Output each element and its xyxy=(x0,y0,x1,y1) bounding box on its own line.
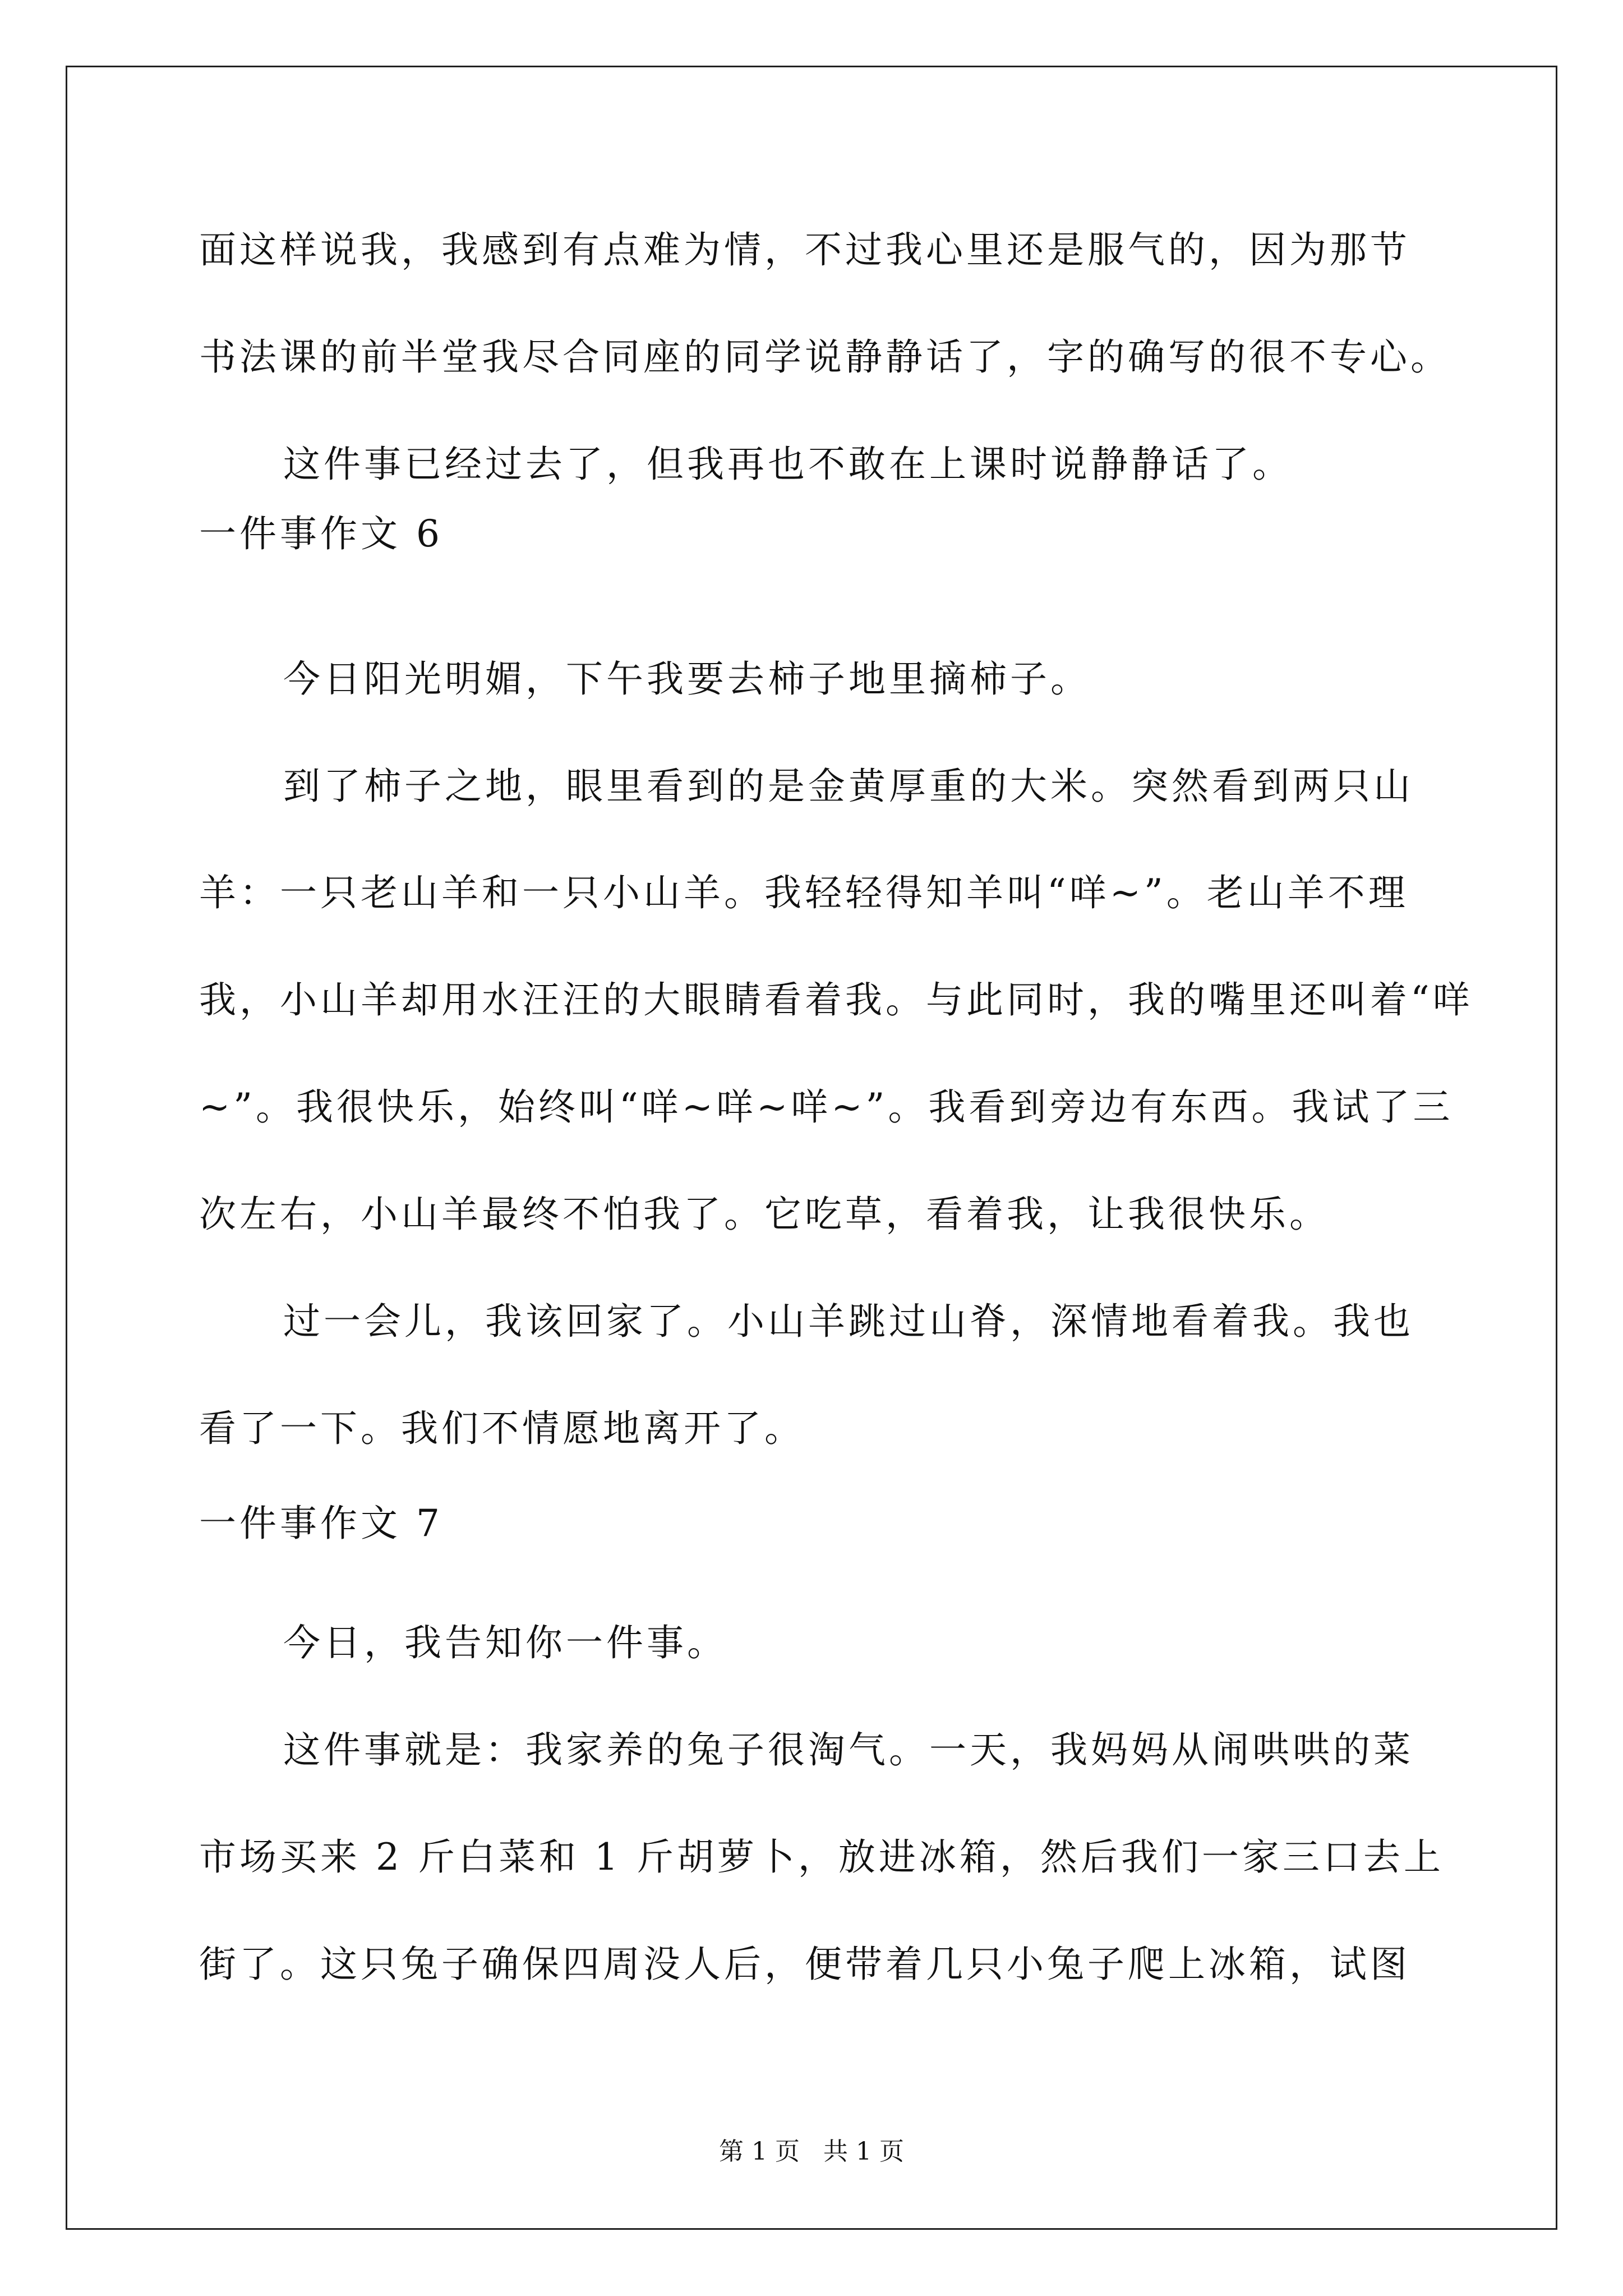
text-line-8: 我，小山羊却用水汪汪的大眼睛看着我。与此同时，我的嘴里还叫着“咩 xyxy=(199,978,1473,1022)
text-line-7: 羊：一只老山羊和一只小山羊。我轻轻得知羊叫“咩~”。老山羊不理 xyxy=(199,871,1409,914)
text-line-15: 这件事就是：我家养的兔子很淘气。一天，我妈妈从闹哄哄的菜 xyxy=(283,1728,1414,1772)
text-line-16: 市场买来 2 斤白菜和 1 斤胡萝卜，放进冰箱，然后我们一家三口去上 xyxy=(199,1835,1444,1879)
text-line-6: 到了柿子之地，眼里看到的是金黄厚重的大米。突然看到两只山 xyxy=(283,765,1414,808)
text-line-3: 这件事已经过去了，但我再也不敢在上课时说静静话了。 xyxy=(283,443,1293,486)
text-line-12: 看了一下。我们不情愿地离开了。 xyxy=(199,1407,805,1450)
text-line-14: 今日，我告知你一件事。 xyxy=(283,1621,727,1664)
page-number-footer: 第 1 页 共 1 页 xyxy=(719,2137,904,2166)
text-line-2: 书法课的前半堂我尽合同座的同学说静静话了，字的确写的很不专心。 xyxy=(199,335,1451,379)
text-line-9: ~”。我很快乐，始终叫“咩~咩~咩~”。我看到旁边有东西。我试了三 xyxy=(199,1085,1454,1129)
section-heading-6: 一件事作文 6 xyxy=(199,512,443,555)
text-line-10: 次左右，小山羊最终不怕我了。它吃草，看着我，让我很快乐。 xyxy=(199,1193,1330,1236)
text-line-11: 过一会儿，我该回家了。小山羊跳过山脊，深情地看着我。我也 xyxy=(283,1300,1414,1343)
text-line-1: 面这样说我，我感到有点难为情，不过我心里还是服气的，因为那节 xyxy=(199,228,1410,272)
text-line-17: 街了。这只兔子确保四周没人后，便带着几只小兔子爬上冰箱，试图 xyxy=(199,1943,1410,1986)
section-heading-7: 一件事作文 7 xyxy=(199,1502,443,1545)
text-line-5: 今日阳光明媚，下午我要去柿子地里摘柿子。 xyxy=(283,657,1091,701)
page-border xyxy=(66,66,1557,2230)
